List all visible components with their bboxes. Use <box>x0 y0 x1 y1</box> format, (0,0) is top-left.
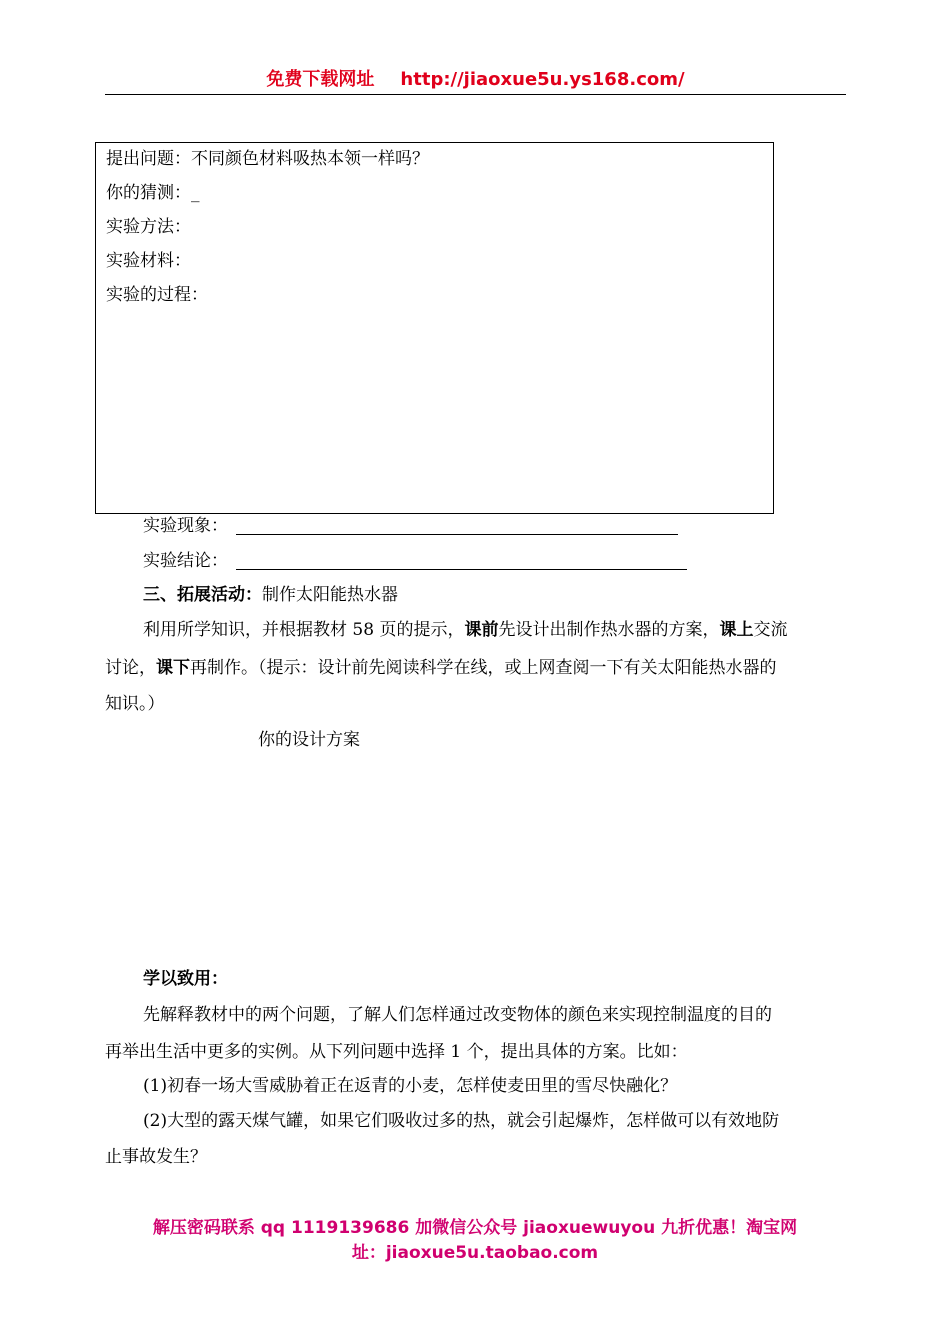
phenomenon-label: 实验现象： <box>143 516 228 536</box>
section3-paragraph-line2 <box>105 656 777 680</box>
apply-question1: (1)初春一场大雪威胁着正在返青的小麦，怎样使麦田里的雪尽快融化？ <box>143 1076 678 1096</box>
apply-question2-line1: (2)大型的露天煤气罐，如果它们吸收过多的热，就会引起爆炸，怎样做可以有效地防 <box>143 1111 780 1131</box>
section3-title: 三、拓展活动： <box>143 585 262 605</box>
p1-text-c: 先设计出制作热水器的方案， <box>498 620 720 640</box>
section3-paragraph-line1 <box>143 618 787 642</box>
footer-line2: 址：jiaoxue5u.taobao.com <box>351 1243 599 1263</box>
phenomenon-underline <box>236 534 678 535</box>
p1-text-a: 利用所学知识，并根据教材 58 页的提示， <box>143 620 465 640</box>
p1-text-d: 交流 <box>753 620 788 640</box>
guess-text: 你的猜测：_ <box>106 183 200 203</box>
apply-line2: 再举出生活中更多的实例。从下列问题中选择 1 个，提出具体的方案。比如： <box>105 1042 688 1062</box>
conclusion-underline <box>236 569 687 570</box>
apply-question2-line2: 止事故发生？ <box>105 1147 207 1167</box>
question-text: 提出问题：不同颜色材料吸热本领一样吗？ <box>106 149 429 169</box>
footer-line1: 解压密码联系 qq 1119139686 加微信公众号 jiaoxuewuyou 九折优惠！淘宝网 <box>152 1218 798 1238</box>
conclusion-label: 实验结论： <box>143 551 228 571</box>
materials-text: 实验材料： <box>106 251 191 271</box>
page-footer <box>95 1216 855 1266</box>
method-text: 实验方法： <box>106 217 191 237</box>
section3-paragraph-line3: 知识。） <box>105 694 165 714</box>
p2-bold-after-class: 课下 <box>156 658 190 678</box>
design-plan-label: 你的设计方案 <box>258 730 360 750</box>
page-header <box>105 66 846 95</box>
process-text: 实验的过程： <box>106 285 208 305</box>
p2-text-c: 再制作。（提示：设计前先阅读科学在线，或上网查阅一下有关太阳能热水器的 <box>190 658 777 678</box>
section3-subtitle: 制作太阳能热水器 <box>262 585 398 605</box>
section3-heading <box>143 583 398 607</box>
header-url-link[interactable]: http://jiaoxue5u.ys168.com/ <box>400 69 685 90</box>
apply-title: 学以致用： <box>143 969 228 989</box>
p1-bold-in-class: 课上 <box>719 620 754 640</box>
header-label: 免费下载网址 <box>266 69 375 90</box>
p1-bold-before-class: 课前 <box>464 620 499 640</box>
experiment-box <box>95 142 774 514</box>
apply-line1: 先解释教材中的两个问题，了解人们怎样通过改变物体的颜色来实现控制温度的目的 <box>143 1005 772 1025</box>
p2-text-a: 讨论， <box>105 658 156 678</box>
